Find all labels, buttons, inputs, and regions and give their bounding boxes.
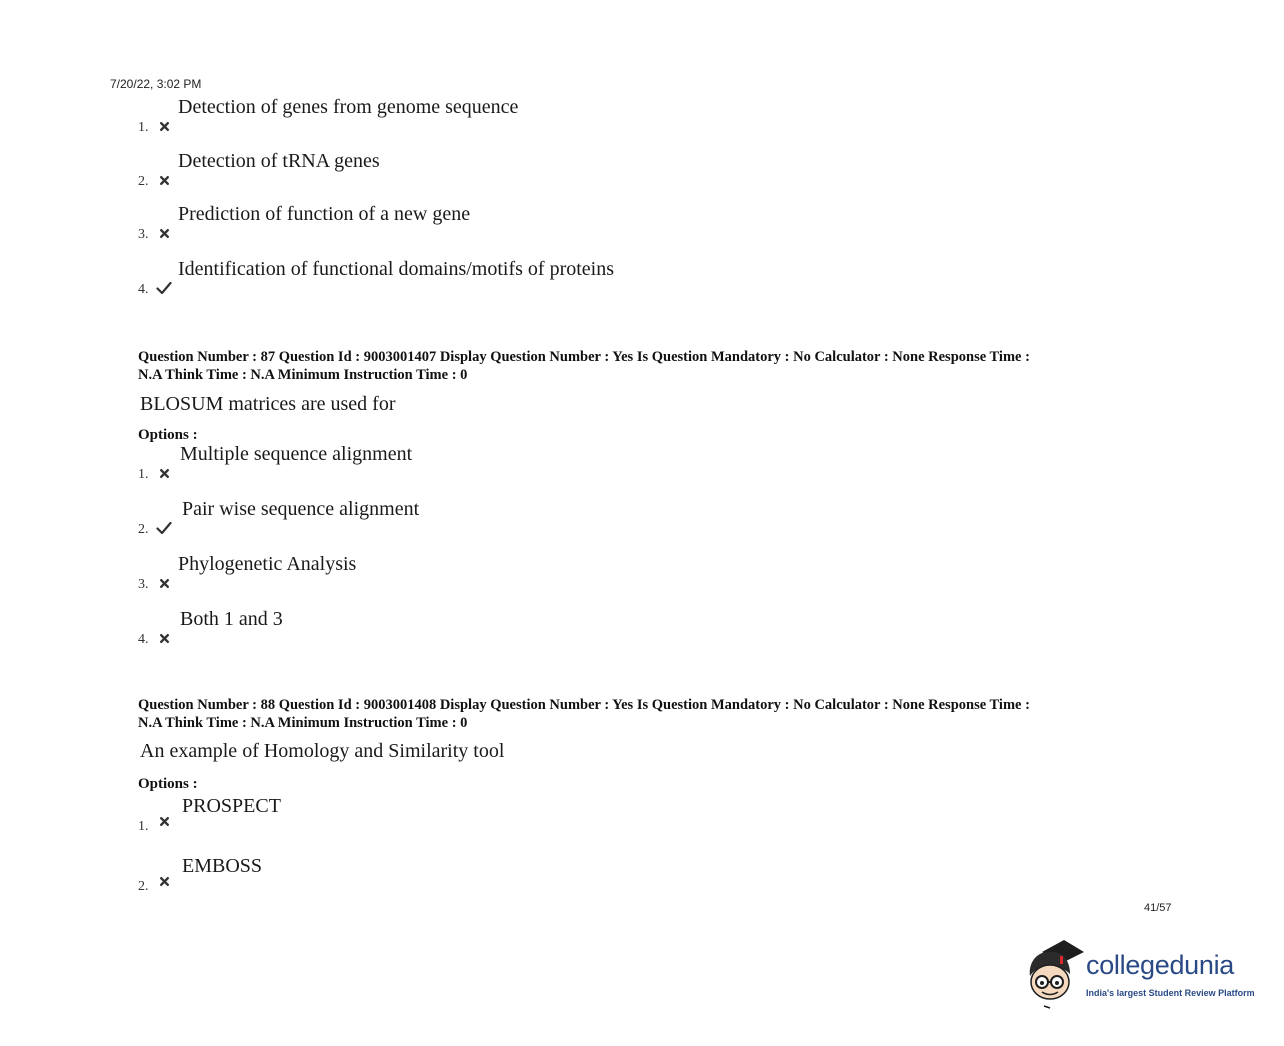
question-text: BLOSUM matrices are used for — [140, 393, 396, 415]
logo-tagline: India's largest Student Review Platform — [1086, 988, 1255, 998]
option-number: 3. — [138, 577, 149, 592]
option-text: Prediction of function of a new gene — [178, 203, 471, 225]
question-meta-line: Question Number : 88 Question Id : 9003001408 Display Question Number : Yes Is Question Mandatory : No Calculator : None Response Time : — [138, 697, 1030, 713]
option-text: Detection of genes from genome sequence — [178, 96, 519, 118]
page-number: 41/57 — [1144, 902, 1172, 914]
option-number: 2. — [138, 879, 149, 894]
options-label: Options : — [138, 776, 198, 792]
options-label: Options : — [138, 427, 198, 443]
option-number: 4. — [138, 282, 149, 297]
option-number: 3. — [138, 227, 149, 242]
option-text: Multiple sequence alignment — [180, 443, 413, 465]
mascot-icon — [1024, 936, 1088, 1012]
option-number: 1. — [138, 467, 149, 482]
cross-icon — [156, 630, 172, 646]
logo-wordmark: collegedunia — [1086, 950, 1235, 980]
check-icon — [156, 520, 172, 536]
print-timestamp: 7/20/22, 3:02 PM — [110, 77, 202, 91]
option-number: 1. — [138, 120, 149, 135]
cross-icon — [156, 225, 172, 241]
question-text: An example of Homology and Similarity tool — [140, 740, 505, 762]
option-text: Phylogenetic Analysis — [178, 553, 357, 575]
option-text: EMBOSS — [182, 855, 263, 877]
option-number: 2. — [138, 174, 149, 189]
option-text: Pair wise sequence alignment — [182, 498, 420, 520]
option-text: Identification of functional domains/motifs of proteins — [178, 258, 615, 280]
option-number: 4. — [138, 632, 149, 647]
check-icon — [156, 280, 172, 296]
cross-icon — [156, 465, 172, 481]
question-meta-line: Question Number : 87 Question Id : 9003001407 Display Question Number : Yes Is Question Mandatory : No Calculator : None Response Time : — [138, 349, 1030, 365]
question-meta — [138, 696, 1138, 732]
cross-icon — [156, 172, 172, 188]
option-text: Detection of tRNA genes — [178, 150, 380, 172]
option-number: 1. — [138, 819, 149, 834]
option-text: PROSPECT — [182, 795, 281, 817]
collegedunia-logo — [1024, 936, 1264, 1012]
option-number: 2. — [138, 522, 149, 537]
cross-icon — [156, 118, 172, 134]
question-meta-line: N.A Think Time : N.A Minimum Instruction Time : 0 — [138, 367, 468, 383]
cross-icon — [156, 575, 172, 591]
question-meta — [138, 348, 1138, 384]
cross-icon — [156, 813, 172, 829]
question-meta-line: N.A Think Time : N.A Minimum Instruction Time : 0 — [138, 715, 468, 731]
option-text: Both 1 and 3 — [180, 608, 283, 630]
cross-icon — [156, 873, 172, 889]
